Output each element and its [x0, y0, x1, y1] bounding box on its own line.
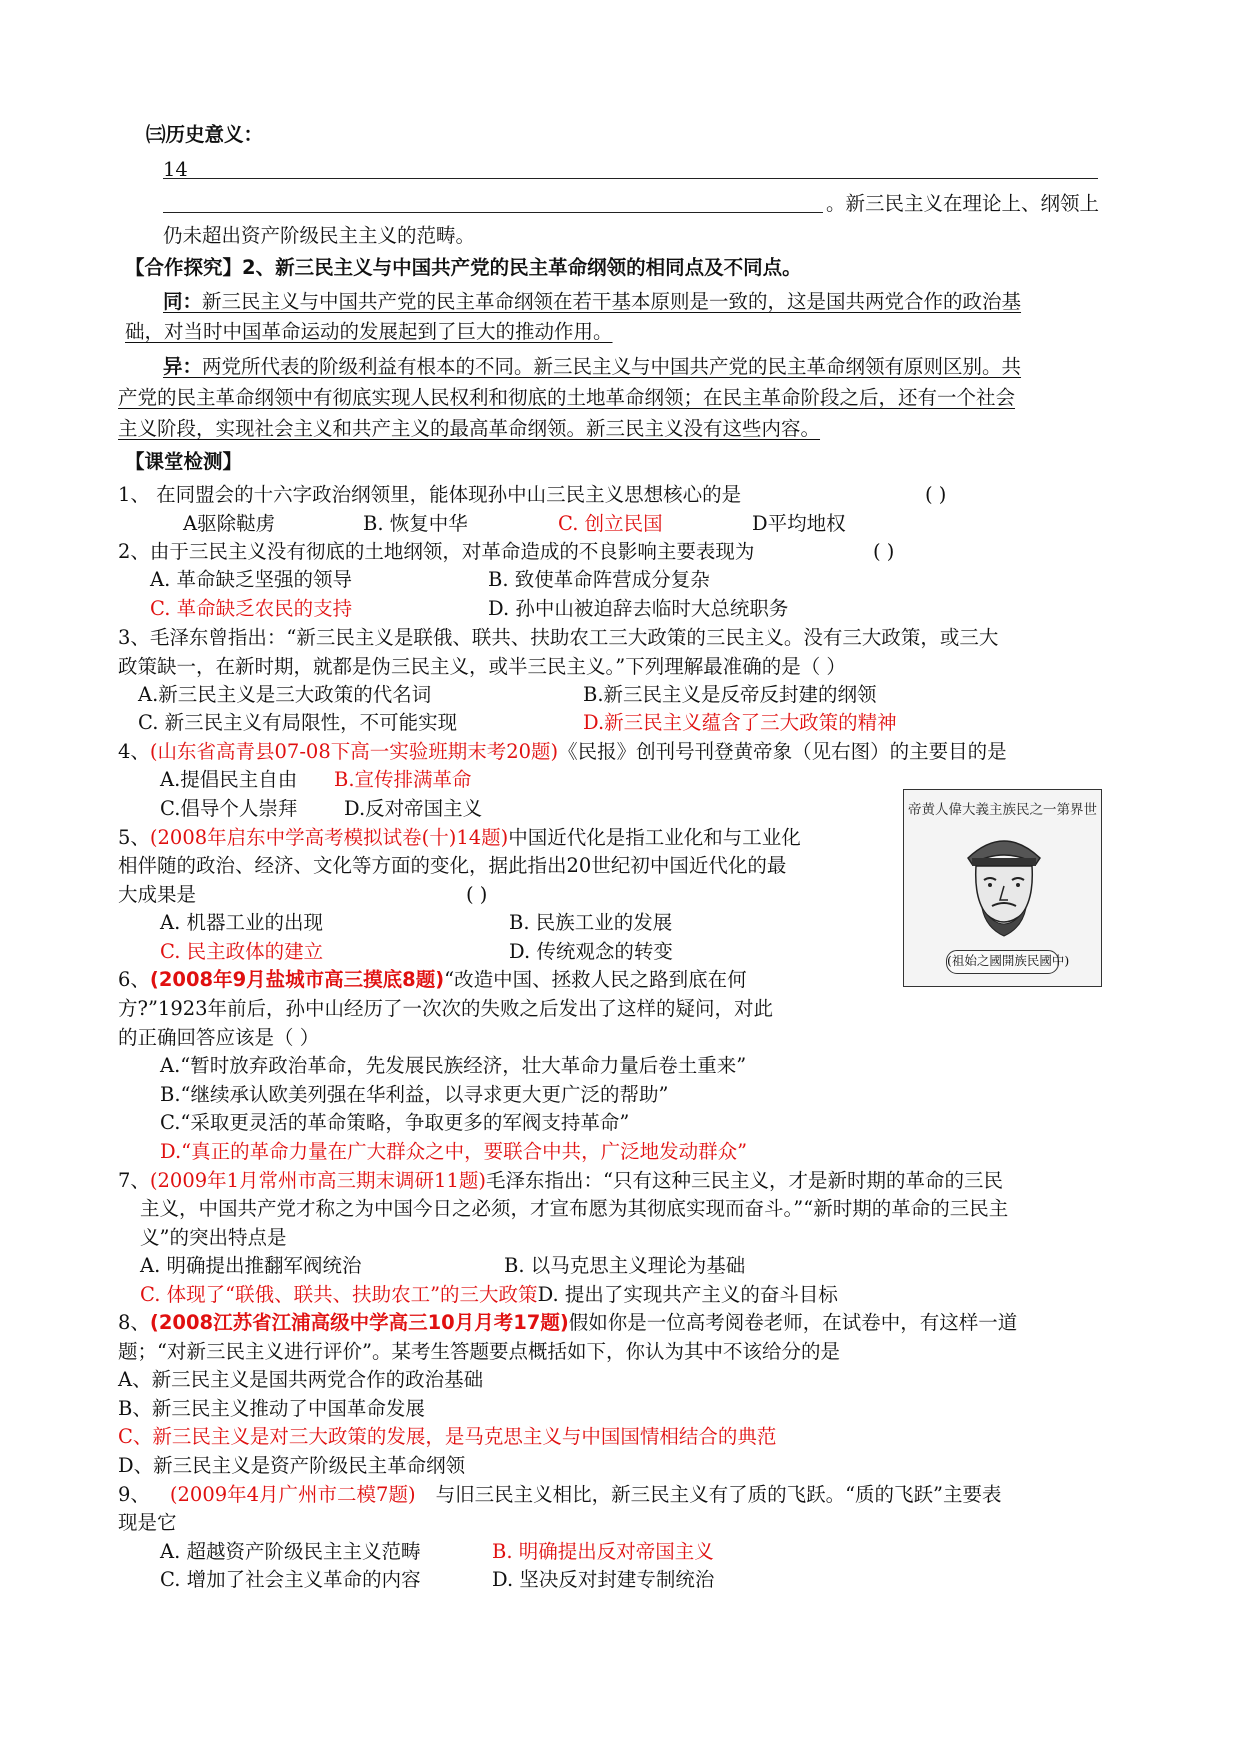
q8-stem: 假如你是一位高考阅卷老师，在试卷中，有这样一道 — [568, 1311, 1018, 1334]
diff-text: 产党的民主革命纲领中有彻底实现人民权利和彻底的土地革命纲领；在民主革命阶段之后，还有一个社会 — [118, 386, 1016, 409]
q9-number: 9、 — [118, 1483, 150, 1506]
q7-source: (2009年1月常州市高三期末调研11题) — [149, 1169, 486, 1192]
q3-option-b: B.新三民主义是反帝反封建的纲领 — [583, 683, 877, 706]
text-line: 。新三民主义在理论上、纲领上 — [826, 192, 1100, 215]
q7-option-a: A. 明确提出推翻军阀统治 — [140, 1254, 362, 1277]
q3-stem: 政策缺一，在新时期，就都是伪三民主义，或半三民主义。”下列理解最准确的是（ ） — [118, 655, 846, 678]
q6-option-b: B.“继续承认欧美列强在华利益，以寻求更大更广泛的帮助” — [160, 1083, 669, 1106]
q2-stem: 2、由于三民主义没有彻底的土地纲领，对革命造成的不良影响主要表现为 — [118, 540, 755, 563]
check-heading: 【课堂检测】 — [125, 450, 243, 473]
diff-text: 主义阶段，实现社会主义和共产主义的最高革命纲领。新三民主义没有这些内容。 — [118, 417, 821, 440]
q9-option-b-answer: B. 明确提出反对帝国主义 — [492, 1540, 714, 1563]
q5-answer-paren: ( ) — [466, 883, 488, 906]
q4-source: (山东省高青县07-08下高一实验班期末考20题) — [149, 740, 559, 763]
q5-number: 5、 — [118, 826, 150, 849]
q3-option-c: C. 新三民主义有局限性，不可能实现 — [138, 711, 458, 734]
blank-number: 14 — [163, 158, 188, 181]
q4-stem: 《民报》创刊号刊登黄帝象（见右图）的主要目的是 — [558, 740, 1007, 763]
q9-source: (2009年4月广州市二模7题) — [169, 1483, 416, 1506]
q4-option-d: D.反对帝国主义 — [344, 797, 483, 820]
q1-stem: 1、 在同盟会的十六字政治纲领里，能体现孙中山三民主义思想核心的是 — [118, 483, 742, 506]
q6-stem: 方?”1923年前后，孙中山经历了一次次的失败之后发出了这样的疑问，对此 — [118, 997, 774, 1020]
q8-stem: 题；“对新三民主义进行评价”。某考生答题要点概括如下，你认为其中不该给分的是 — [118, 1340, 840, 1363]
q8-option-c-answer: C、新三民主义是对三大政策的发展，是马克思主义与中国国情相结合的典范 — [118, 1425, 777, 1448]
q6-option-c: C.“采取更灵活的革命策略，争取更多的军阀支持革命” — [160, 1111, 630, 1134]
q9-stem: 现是它 — [118, 1511, 177, 1534]
q9-option-c: C. 增加了社会主义革命的内容 — [160, 1568, 421, 1591]
coop-heading: 【合作探究】2、新三民主义与中国共产党的民主革命纲领的相同点及不同点。 — [125, 256, 802, 279]
portrait-illustration — [952, 828, 1056, 940]
q5-stem: 大成果是 — [118, 883, 197, 906]
q6-stem: “改造中国、拯救人民之路到底在何 — [444, 968, 747, 991]
same-text: 新三民主义与中国共产党的民主革命纲领在若干基本原则是一致的，这是国共两党合作的政治基 — [202, 290, 1022, 313]
q7-number: 7、 — [118, 1169, 150, 1192]
figure-caption-bottom: (祖始之國開族民國中) — [946, 950, 1059, 974]
q4-option-a: A.提倡民主自由 — [160, 768, 298, 791]
q5-stem: 中国近代化是指工业化和与工业化 — [508, 826, 801, 849]
q5-option-b: B. 民族工业的发展 — [509, 911, 673, 934]
q5-source: (2008年启东中学高考模拟试卷(十)14题) — [149, 826, 509, 849]
q5-option-d: D. 传统观念的转变 — [509, 940, 673, 963]
q4-option-b-answer: B.宣传排满革命 — [334, 768, 472, 791]
q5-option-a: A. 机器工业的出现 — [160, 911, 323, 934]
q1-option-b: B. 恢复中华 — [363, 512, 468, 535]
q4-option-c: C.倡导个人崇拜 — [160, 797, 298, 820]
q2-option-d: D. 孙中山被迫辞去临时大总统职务 — [488, 597, 789, 620]
q7-option-c-answer: C. 体现了“联俄、联共、扶助农工”的三大政策 — [140, 1283, 538, 1306]
q6-source: (2008年9月盐城市高三摸底8题) — [149, 968, 445, 991]
q7-option-b: B. 以马克思主义理论为基础 — [504, 1254, 746, 1277]
q7-stem: 主义，中国共产党才称之为中国今日之必须，才宣布愿为其彻底实现而奋斗。”“新时期的革命的三民主 — [140, 1197, 1009, 1220]
q8-number: 8、 — [118, 1311, 150, 1334]
q5-stem: 相伴随的政治、经济、文化等方面的变化，据此指出20世纪初中国近代化的最 — [118, 854, 787, 877]
answer-blank-line — [163, 178, 1098, 179]
q9-stem: 与旧三民主义相比，新三民主义有了质的飞跃。“质的飞跃”主要表 — [435, 1483, 1002, 1506]
q6-option-a: A.“暂时放弃政治革命，先发展民族经济，壮大革命力量后卷土重来” — [160, 1054, 747, 1077]
diff-text: 两党所代表的阶级利益有根本的不同。新三民主义与中国共产党的民主革命纲领有原则区别。共 — [202, 355, 1022, 378]
q3-option-a: A.新三民主义是三大政策的代名词 — [138, 683, 432, 706]
q7-option-d: D. 提出了实现共产主义的奋斗目标 — [537, 1283, 838, 1306]
q5-option-c-answer: C. 民主政体的建立 — [160, 940, 324, 963]
section-heading: ㈢历史意义： — [146, 123, 264, 146]
q8-option-d: D、新三民主义是资产阶级民主革命纲领 — [118, 1454, 466, 1477]
q9-option-d: D. 坚决反对封建专制统治 — [492, 1568, 715, 1591]
q7-stem: 毛泽东指出：“只有这种三民主义，才是新时期的革命的三民 — [485, 1169, 1003, 1192]
q2-answer-paren: ( ) — [873, 540, 895, 563]
q8-source: (2008江苏省江浦高级中学高三10月月考17题) — [149, 1311, 569, 1334]
q8-option-a: A、新三民主义是国共两党合作的政治基础 — [118, 1368, 484, 1391]
q2-option-c-answer: C. 革命缺乏农民的支持 — [150, 597, 353, 620]
q1-option-a: A驱除鞑虏 — [183, 512, 276, 535]
q2-option-b: B. 致使革命阵营成分复杂 — [488, 568, 710, 591]
yellow-emperor-portrait-figure — [903, 789, 1102, 987]
q6-option-d-answer: D.“真正的革命力量在广大群众之中，要联合中共，广泛地发动群众” — [160, 1140, 748, 1163]
q8-option-b: B、新三民主义推动了中国革命发展 — [118, 1397, 425, 1420]
same-text: 础，对当时中国革命运动的发展起到了巨大的推动作用。 — [125, 320, 613, 343]
answer-blank-line — [163, 212, 823, 213]
q4-number: 4、 — [118, 740, 150, 763]
diff-label: 异： — [163, 355, 203, 378]
q9-option-a: A. 超越资产阶级民主主义范畴 — [160, 1540, 421, 1563]
q1-answer-paren: ( ) — [925, 483, 947, 506]
q6-number: 6、 — [118, 968, 150, 991]
q7-stem: 义”的突出特点是 — [140, 1226, 287, 1249]
q1-option-c-answer: C. 创立民国 — [558, 512, 663, 535]
q2-option-a: A. 革命缺乏坚强的领导 — [150, 568, 352, 591]
q3-option-d-answer: D.新三民主义蕴含了三大政策的精神 — [583, 711, 897, 734]
text-line: 仍未超出资产阶级民主主义的范畴。 — [163, 224, 476, 247]
q1-option-d: D平均地权 — [752, 512, 846, 535]
q6-stem: 的正确回答应该是（ ） — [118, 1026, 320, 1049]
q3-stem: 3、毛泽东曾指出：“新三民主义是联俄、联共、扶助农工三大政策的三民主义。没有三大政策，或三大 — [118, 626, 999, 649]
figure-caption-top: 帝黄人偉大義主族民之一第界世 — [908, 802, 1097, 818]
same-label: 同： — [163, 290, 203, 313]
